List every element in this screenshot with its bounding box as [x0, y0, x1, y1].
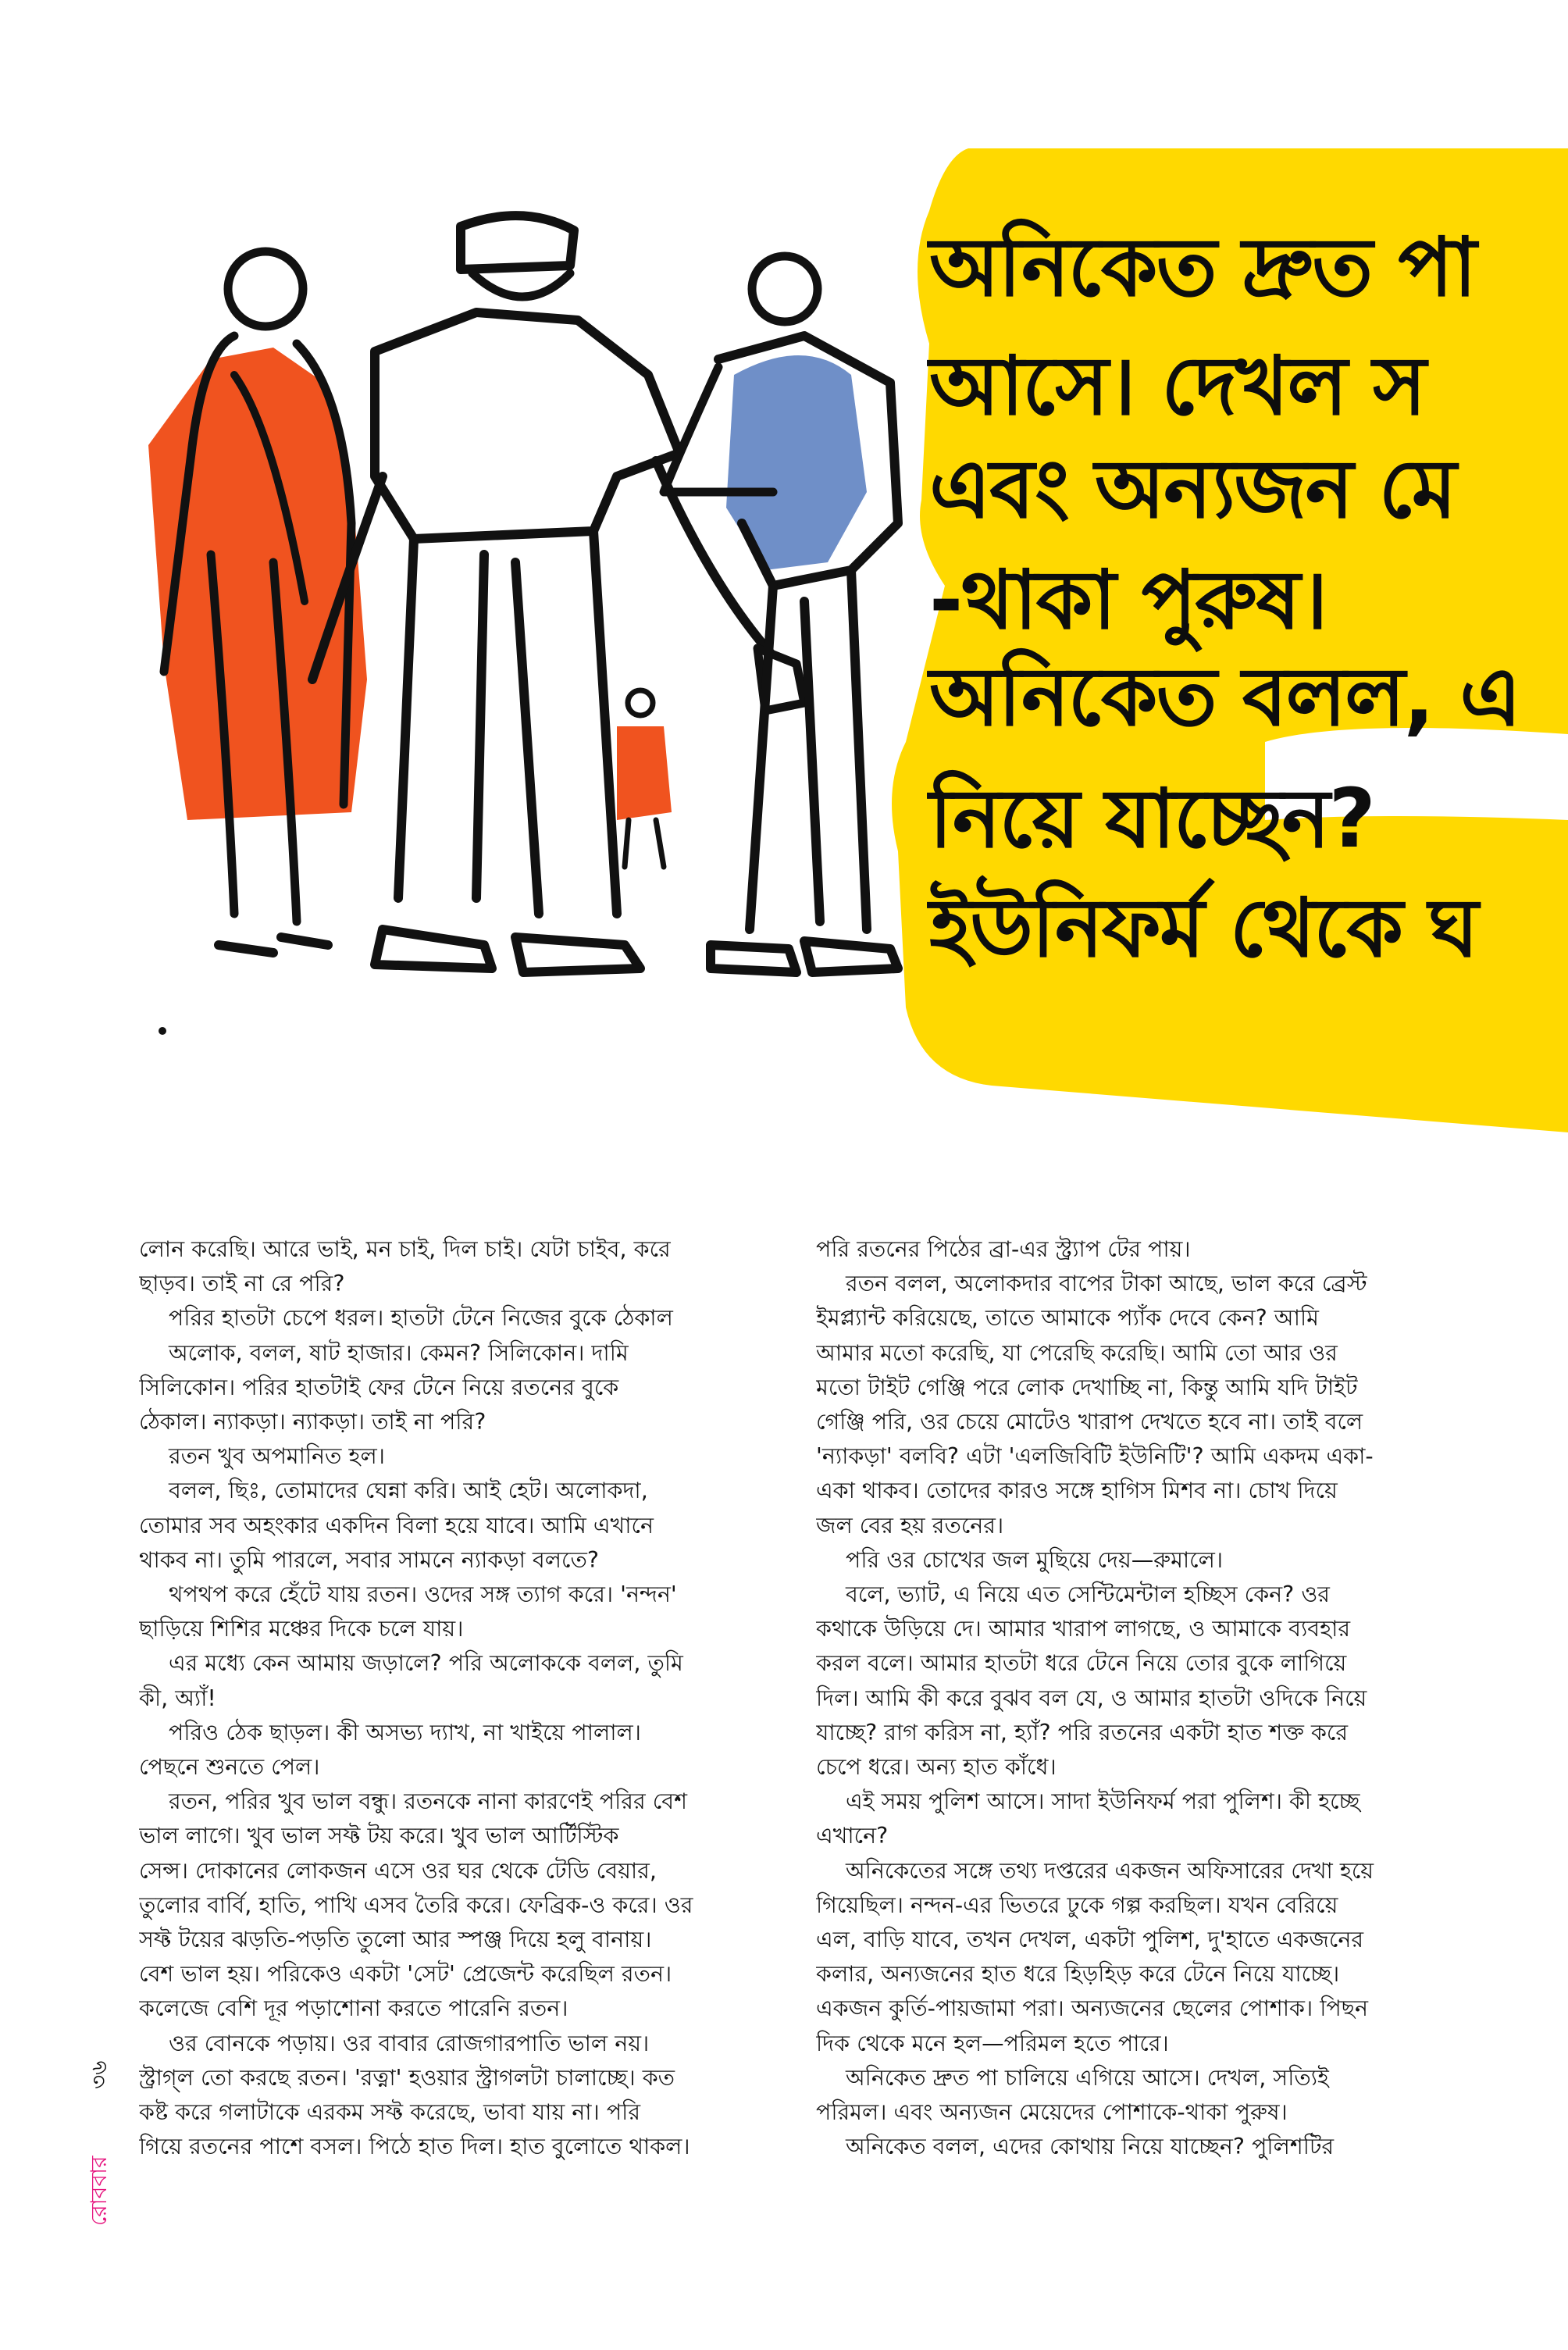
pull-quote-line: অনিকেত দ্রুত পা: [929, 219, 1476, 315]
text-line: এই সময় পুলিশ আসে। সাদা ইউনিফর্ম পরা পুলিশ। কী হচ্ছে: [846, 1788, 1360, 1815]
text-line: কলার, অন্যজনের হাত ধরে হিড়হিড় করে টেনে নিয়ে যাচ্ছে।: [816, 1961, 1340, 1988]
text-line: গিয়েছিল। নন্দন-এর ভিতরে ঢুকে গল্প করছিল। যখন বেরিয়ে: [816, 1892, 1338, 1918]
text-line: থাকব না। তুমি পারলে, সবার সামনে ন্যাকড়া বলতে?: [139, 1546, 599, 1573]
text-line: জল বের হয় রতনের।: [816, 1512, 1004, 1539]
text-line: করল বলে। আমার হাতটা ধরে টেনে নিয়ে তোর বুকে লাগিয়ে: [816, 1650, 1347, 1677]
text-line: সিলিকোন। পরির হাতটাই ফের টেনে নিয়ে রতনের বুকে: [139, 1374, 619, 1400]
text-line: বলল, ছিঃ, তোমাদের ঘেন্না করি। আই হেট। অলোকদা,: [169, 1478, 648, 1504]
text-line: থপথপ করে হেঁটে যায় রতন। ওদের সঙ্গ ত্যাগ করে। 'নন্দন': [169, 1582, 677, 1608]
text-line: এর মধ্যে কেন আমায় জড়ালে? পরি অলোককে বলল, তুমি: [169, 1650, 683, 1677]
text-line: অনিকেতের সঙ্গে তথ্য দপ্তরের একজন অফিসারের দেখা হয়ে: [846, 1857, 1374, 1884]
pull-quote-line: অনিকেত বলল, এ: [929, 649, 1520, 744]
text-line: মতো টাইট গেঞ্জি পরে লোক দেখাচ্ছি না, কিন্তু আমি যদি টাইট: [816, 1374, 1358, 1400]
text-column-right: [816, 1232, 1503, 2164]
text-line: ছাড়ব। তাই না রে পরি?: [139, 1271, 345, 1297]
folio-magazine-name: রোববার: [86, 2156, 112, 2226]
text-line: পরিমল। এবং অন্যজন মেয়েদের পোশাকে-থাকা পুরুষ।: [816, 2099, 1288, 2126]
page-folio: [84, 2031, 116, 2234]
text-line: বেশ ভাল হয়। পরিকেও একটা 'সেট' প্রেজেন্ট করেছিল রতন।: [139, 1961, 672, 1988]
pull-quote-line: এবং অন্যজন মে: [929, 441, 1456, 537]
ink-dot: [159, 1027, 166, 1035]
text-line: অনিকেত বলল, এদের কোথায় নিয়ে যাচ্ছেন? পুলিশটির: [846, 2134, 1335, 2160]
pull-quote-line: ইউনিফর্ম থেকে ঘ: [929, 880, 1477, 975]
man-blue-shirt-figure: [664, 256, 898, 972]
text-line: গেঞ্জি পরি, ওর চেয়ে মোটেও খারাপ দেখতে হবে না। তাই বলে: [816, 1409, 1363, 1435]
pull-quote-line: -থাকা পুরুষ।: [929, 552, 1327, 647]
text-line: তুলোর বার্বি, হাতি, পাখি এসব তৈরি করে। ফেব্রিক-ও করে। ওর: [139, 1892, 693, 1918]
text-line: তোমার সব অহংকার একদিন বিলা হয়ে যাবে। আমি এখানে: [139, 1512, 654, 1539]
text-line: ঠেকাল। ন্যাকড়া। ন্যাকড়া। তাই না পরি?: [139, 1409, 486, 1435]
pull-quote-line: নিয়ে যাচ্ছেন?: [929, 771, 1374, 866]
text-line: কলেজে বেশি দূর পড়াশোনা করতে পারেনি রতন।: [139, 1995, 568, 2022]
text-line: অনিকেত দ্রুত পা চালিয়ে এগিয়ে আসে। দেখল, সত্যিই: [846, 2064, 1329, 2091]
text-line: পরিও ঠেক ছাড়ল। কী অসভ্য দ্যাখ, না খাইয়ে পালাল।: [169, 1719, 641, 1746]
police-scene-illustration: [117, 195, 937, 1070]
text-line: এখানে?: [816, 1823, 889, 1849]
text-line: ভাল লাগে। খুব ভাল সফ্ট টয় করে। খুব ভাল আর্টিস্টিক: [139, 1823, 619, 1849]
text-line: কষ্ট করে গলাটাকে এরকম সফ্ট করেছে, ভাবা যায় না। পরি: [139, 2099, 640, 2126]
text-line: পরি রতনের পিঠের ব্রা-এর স্ট্র্যাপ টের পায়।: [816, 1236, 1191, 1262]
distant-figure: [617, 690, 672, 867]
text-line: একা থাকব। তোদের কারও সঙ্গে হাগিস মিশব না। চোখ দিয়ে: [816, 1478, 1338, 1504]
folio-page-number: ৩৬: [86, 2060, 112, 2089]
text-column-left: [139, 1232, 820, 2164]
text-line: কী, অ্যাঁ!: [139, 1685, 216, 1711]
text-line: পেছনে শুনতে পেল।: [139, 1754, 320, 1781]
text-line: ওর বোনকে পড়ায়। ওর বাবার রোজগারপাতি ভাল নয়।: [169, 2030, 650, 2056]
text-line: একজন কুর্তি-পায়জামা পরা। অন্যজনের ছেলের পোশাক। পিছন: [816, 1995, 1368, 2022]
police-officer-figure: [312, 216, 804, 972]
text-line: ছাড়িয়ে শিশির মঞ্চের দিকে চলে যায়।: [139, 1616, 464, 1642]
text-line: বলে, ভ্যাট, এ নিয়ে এত সেন্টিমেন্টাল হচ্ছিস কেন? ওর: [846, 1582, 1330, 1608]
text-line: রতন খুব অপমানিত হল।: [169, 1443, 385, 1470]
text-line: দিক থেকে মনে হল—পরিমল হতে পারে।: [816, 2030, 1169, 2056]
text-line: স্ট্রাগ্‌ল তো করছে রতন। 'রত্না' হওয়ার স্ট্রাগলটা চালাচ্ছে। কত: [139, 2064, 675, 2091]
text-line: রতন, পরির খুব ভাল বন্ধু। রতনকে নানা কারণেই পরির বেশ: [169, 1788, 688, 1815]
text-line: পরি ওর চোখের জল মুছিয়ে দেয়—রুমালে।: [846, 1546, 1224, 1573]
text-line: 'ন্যাকড়া' বলবি? এটা 'এলজিবিটি ইউনিটি'? আমি একদম একা-: [816, 1443, 1374, 1470]
text-line: কথাকে উড়িয়ে দে। আমার খারাপ লাগছে, ও আমাকে ব্যবহার: [816, 1616, 1351, 1642]
text-line: সেন্স। দোকানের লোকজন এসে ওর ঘর থেকে টেডি বেয়ার,: [139, 1857, 657, 1884]
text-line: আমার মতো করেছি, যা পেরেছি করেছি। আমি তো আর ওর: [816, 1339, 1338, 1366]
text-line: চেপে ধরে। অন্য হাত কাঁধে।: [816, 1754, 1057, 1781]
text-line: এল, বাড়ি যাবে, তখন দেখল, একটা পুলিশ, দু'হাতে একজনের: [816, 1927, 1364, 1953]
text-line: সফ্ট টয়ের ঝড়তি-পড়তি তুলো আর স্পঞ্জ দিয়ে হলু বানায়।: [139, 1927, 652, 1953]
text-line: রতন বলল, অলোকদার বাপের টাকা আছে, ভাল করে ব্রেস্ট: [846, 1271, 1367, 1297]
pull-quote-line: আসে। দেখল স: [929, 338, 1425, 433]
text-line: যাচ্ছে? রাগ করিস না, হ্যাঁ? পরি রতনের একটা হাত শক্ত করে: [816, 1719, 1349, 1746]
text-line: পরির হাতটা চেপে ধরল। হাতটা টেনে নিজের বুকে ঠেকাল: [169, 1305, 673, 1332]
text-line: লোন করেছি। আরে ভাই, মন চাই, দিল চাই। যেটা চাইব, করে: [139, 1236, 671, 1262]
text-line: দিল। আমি কী করে বুঝব বল যে, ও আমার হাতটা ওদিকে নিয়ে: [816, 1685, 1367, 1711]
text-line: অলোক, বলল, ষাট হাজার। কেমন? সিলিকোন। দামি: [169, 1339, 629, 1366]
text-line: গিয়ে রতনের পাশে বসল। পিঠে হাত দিল। হাত বুলোতে থাকল।: [139, 2134, 690, 2160]
text-line: ইমপ্ল্যান্ট করিয়েছে, তাতে আমাকে প্যাঁক দেবে কেন? আমি: [816, 1305, 1320, 1332]
